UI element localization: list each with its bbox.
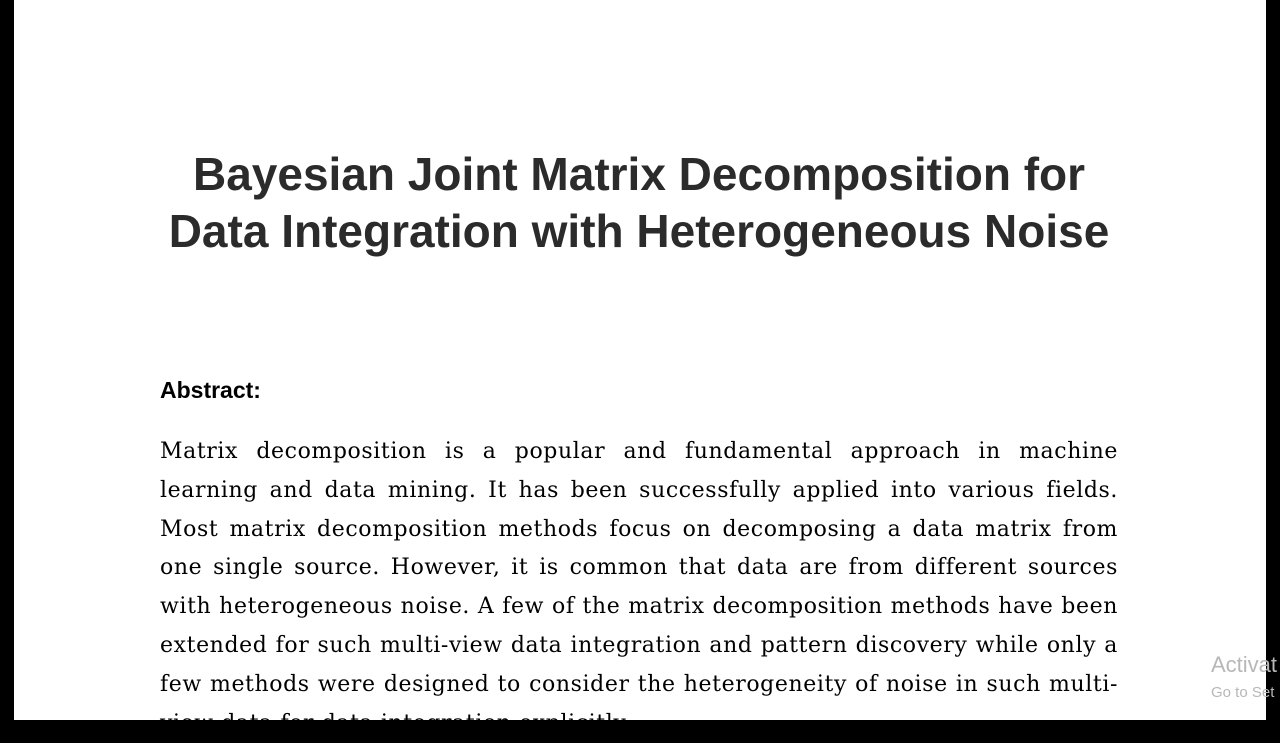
document-page <box>14 0 1278 736</box>
abstract-heading: Abstract: <box>160 377 261 403</box>
watermark-subtitle: Go to Set <box>1211 684 1275 701</box>
abstract-text: Matrix decomposition is a popular and fundamental approach in machine learning and data mining. It has been successfully applied into various fields. Most matrix decomposition methods focus on decomposing a data matrix from one single source. However, it is common that data are from different sources with heterogeneous noise. A few of the matrix decomposition methods have been extended for such multi-view data integration and pattern discovery while only a few methods were designed to consider the heterogeneity of noise in such multi-view data for data integration explicitly. <box>160 439 1118 736</box>
activation-watermark <box>1211 651 1277 707</box>
watermark-title: Activat <box>1211 652 1278 677</box>
page-title: Bayesian Joint Matrix Decomposition for Data Integration with Heterogeneous Noise <box>168 148 1110 257</box>
